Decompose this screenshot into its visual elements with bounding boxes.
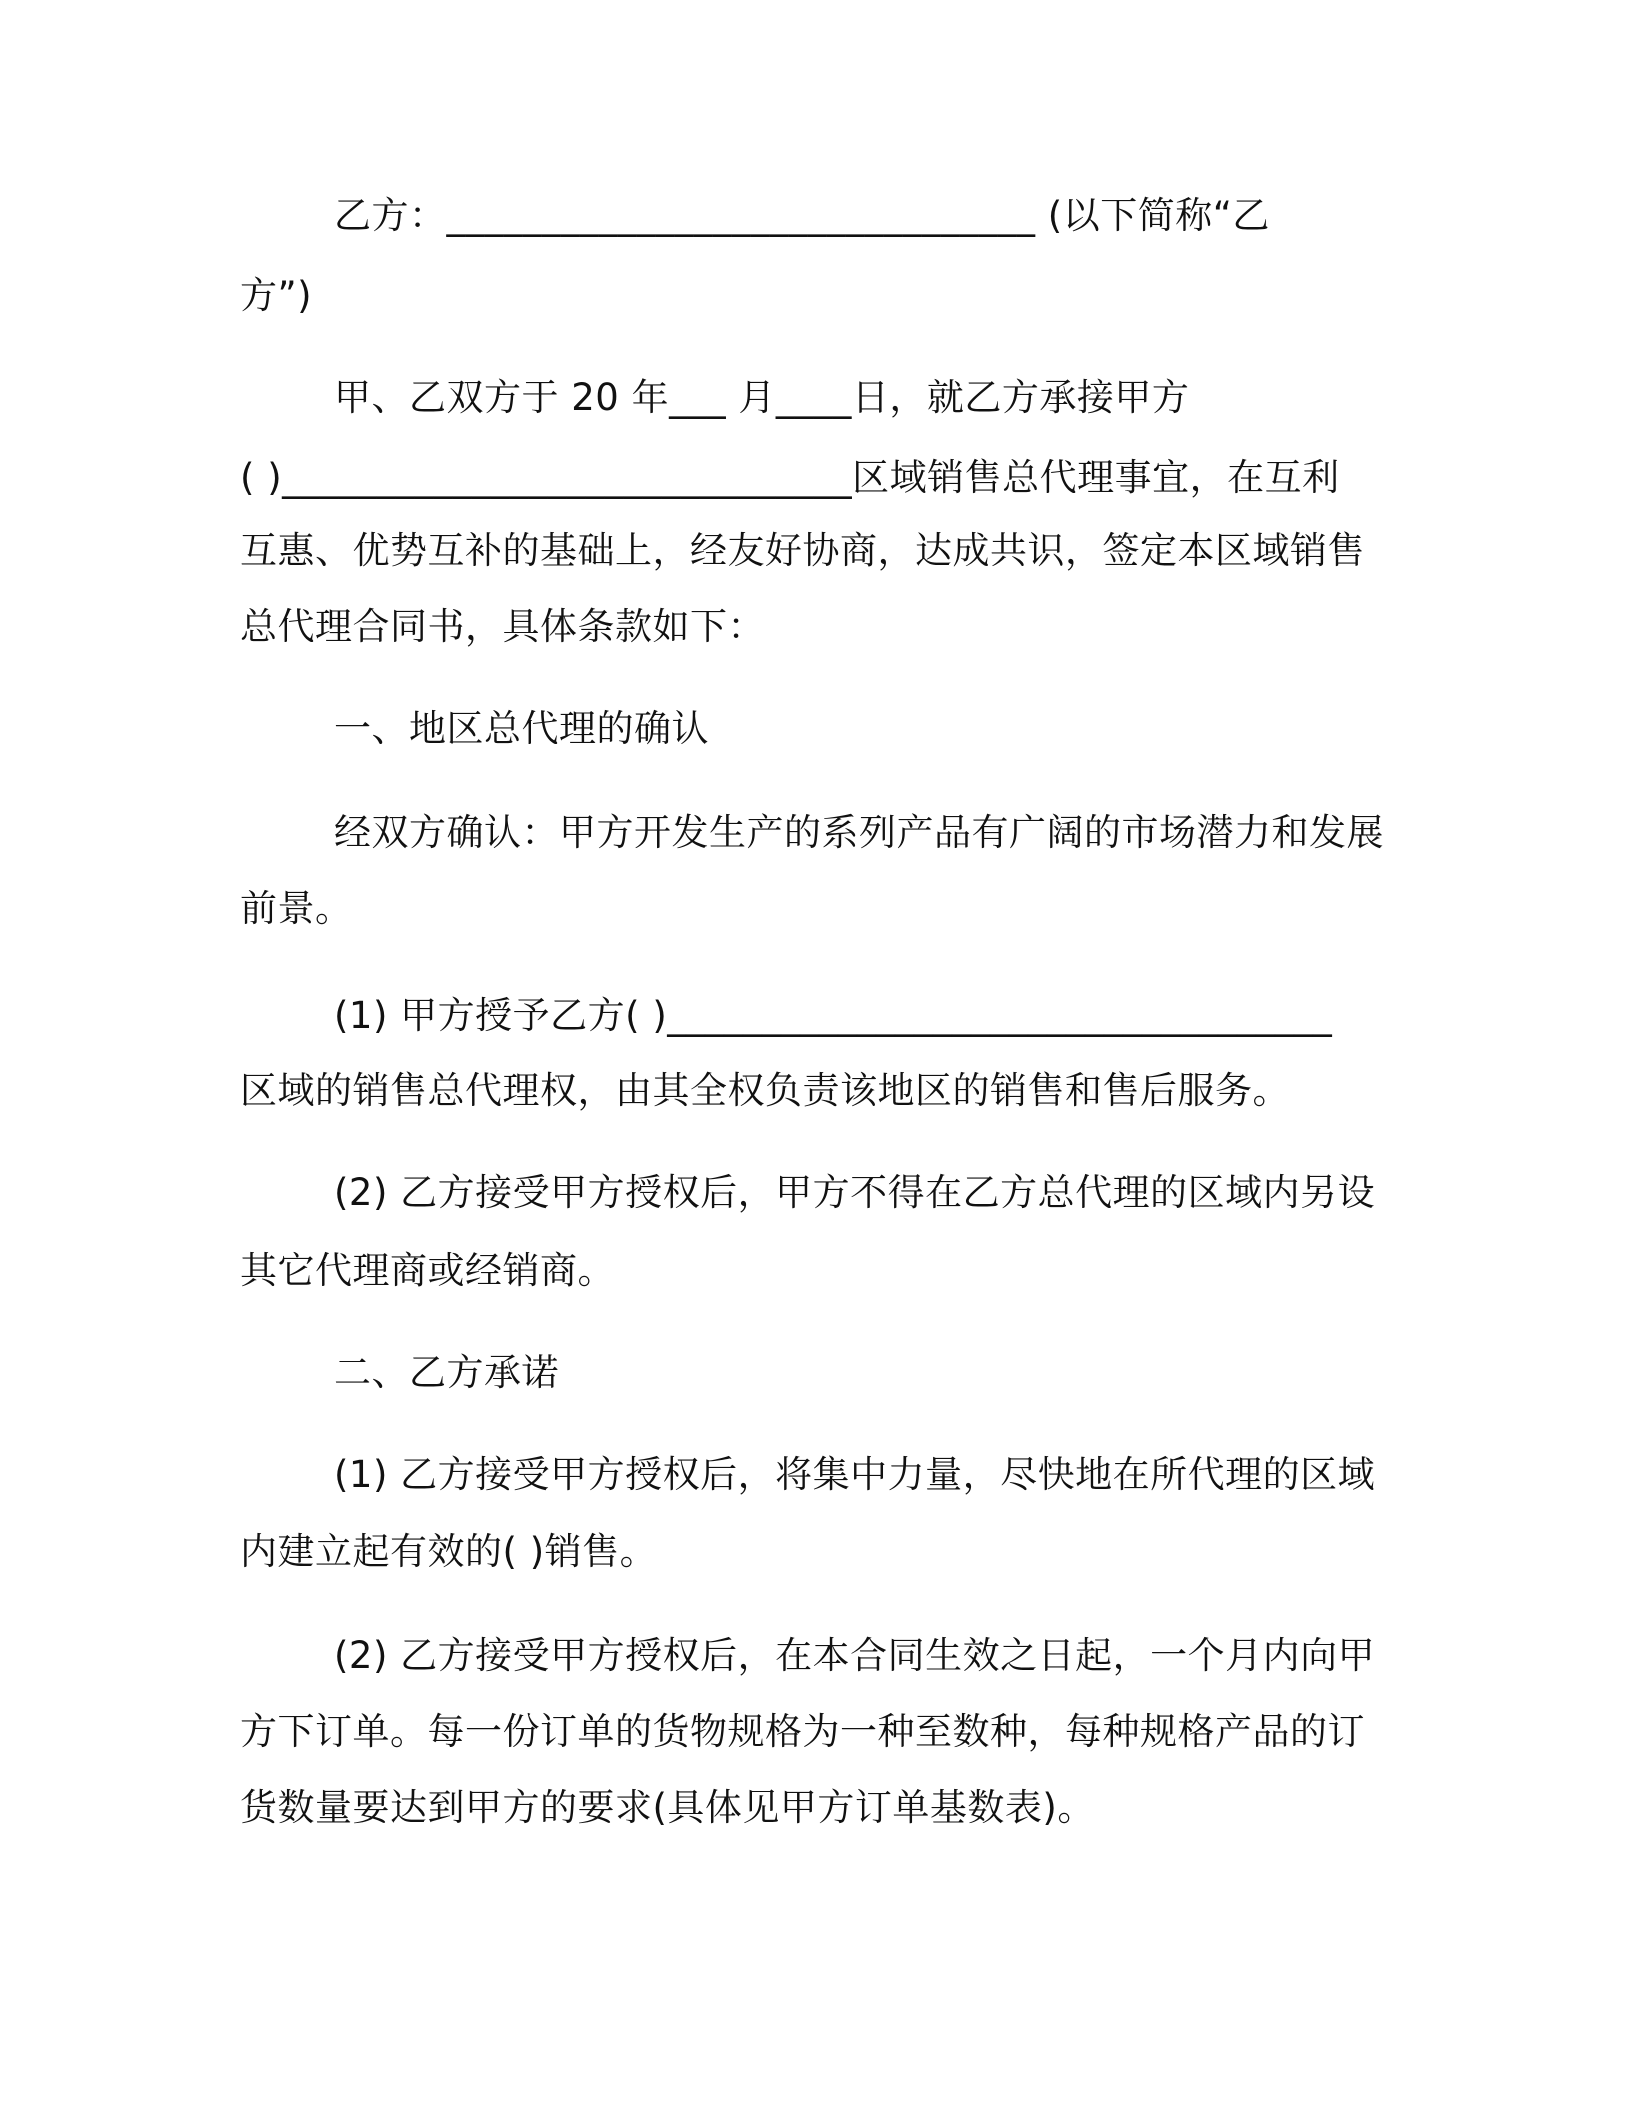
- clause-1-1-line-2: 区域的销售总代理权，由其全权负责该地区的销售和售后服务。: [240, 1069, 1290, 1112]
- paragraph-intro-line-4: 总代理合同书，具体条款如下：: [240, 605, 765, 648]
- paragraph-intro-line-2: ( )______________________________区域销售总代理事宜，在互利: [240, 456, 1340, 499]
- clause-2-2-line-2: 方下订单。每一份订单的货物规格为一种至数种，每种规格产品的订: [240, 1710, 1365, 1753]
- clause-2-2-line-3: 货数量要达到甲方的要求(具体见甲方订单基数表)。: [240, 1786, 1095, 1829]
- section-heading-1: 一、地区总代理的确认: [334, 707, 709, 750]
- paragraph-confirm-line-1: 经双方确认：甲方开发生产的系列产品有广阔的市场潜力和发展: [334, 811, 1384, 854]
- clause-1-2-line-1: (2) 乙方接受甲方授权后，甲方不得在乙方总代理的区域内另设: [334, 1171, 1376, 1214]
- clause-2-2-line-1: (2) 乙方接受甲方授权后，在本合同生效之日起，一个月内向甲: [334, 1634, 1376, 1677]
- paragraph-confirm-line-2: 前景。: [240, 887, 353, 930]
- clause-1-1-line-1: (1) 甲方授予乙方( )___________________________________: [334, 994, 1333, 1037]
- paragraph-intro-line-1: 甲、乙双方于 20 年___ 月____日，就乙方承接甲方: [334, 376, 1190, 419]
- party-b-line: 乙方：_______________________________ (以下简称“乙: [334, 194, 1270, 237]
- clause-2-1-line-2: 内建立起有效的( )销售。: [240, 1530, 658, 1573]
- party-b-line-continuation: 方”): [240, 274, 313, 317]
- paragraph-intro-line-3: 互惠、优势互补的基础上，经友好协商，达成共识，签定本区域销售: [240, 529, 1365, 572]
- section-heading-2: 二、乙方承诺: [334, 1351, 559, 1394]
- clause-1-2-line-2: 其它代理商或经销商。: [240, 1249, 615, 1292]
- clause-2-1-line-1: (1) 乙方接受甲方授权后，将集中力量，尽快地在所代理的区域: [334, 1453, 1376, 1496]
